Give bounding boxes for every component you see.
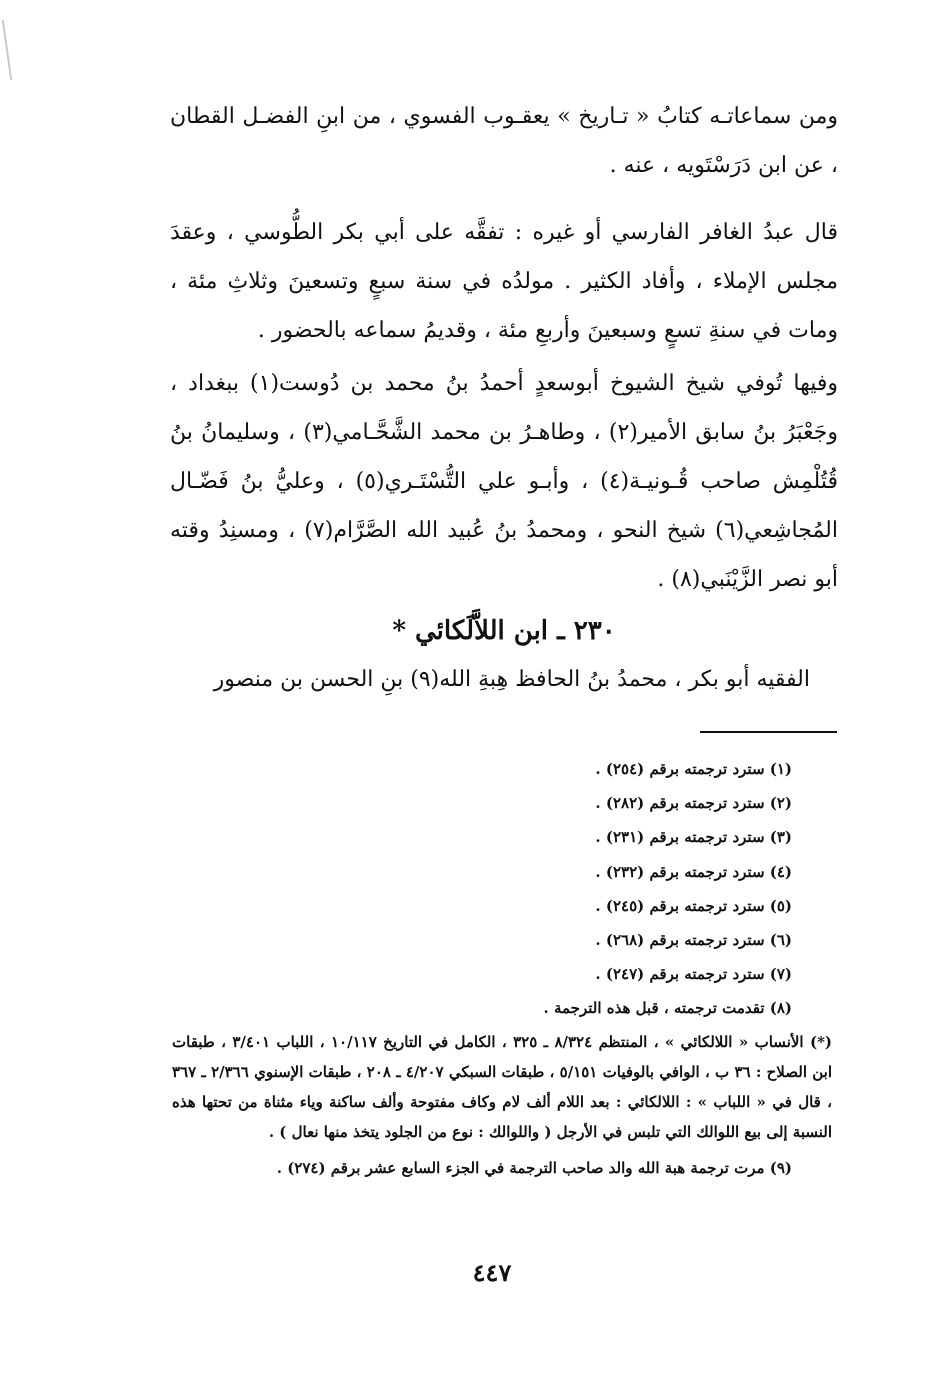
- paragraph-3: وفيها تُوفي شيخ الشيوخ أبوسعدٍ أحمدُ بنُ محمد بن دُوست(١) ببغداد ، وجَعْبَرُ بنُ سابق الأمير(٢) ، وطاهـرُ بن محمد الشَّحَّـامي(٣) ، وسليمانُ بنُ قُتُلْمِش صاحب قُـونيـة(٤) ، وأبـو علي التُّسْتَـري(٥) ، وعليُّ بنُ فَضّـال المُجاشِعي(٦) شيخ النحو ، ومحمدُ بنُ عُبيد الله الصَّرَّام(٧) ، ومسنِدُ وقته أبو نصر الزَّيْنَبي(٨) .: [170, 371, 839, 592]
- paragraph-1: ومن سماعاتـه كتابُ « تـاريخ » يعقـوب الفسوي ، من ابنِ الفضـل القطان ، عن ابن دَرَسْتَويه ، عنه .: [170, 104, 838, 178]
- footnote-7: (٧) سترد ترجمته برقم (٢٤٧) .: [595, 965, 792, 984]
- footnote-8: (٨) تقدمت ترجمته ، قبل هذه الترجمة .: [543, 999, 792, 1018]
- footnote-5: (٥) سترد ترجمته برقم (٢٤٥) .: [595, 896, 792, 915]
- footnote-9: (٩) مرت ترجمة هبة الله والد صاحب الترجمة في الجزء السابع عشر برقم (٢٧٤) .: [276, 1158, 792, 1177]
- entry-heading: ٢٣٠ ـ ابن اللاَّلَكائي *: [392, 616, 616, 646]
- main-text: [170, 92, 838, 604]
- paragraph-2: قال عبدُ الغافر الفارسي أو غيره : تفقَّه على أبي بكر الطُّوسي ، وعقدَ مجلس الإملاء ، وأفاد الكثير . مولدُه في سنة سبعٍ وتسعينَ وثلاثِ مئة ، ومات في سنةِ تسعٍ وسبعينَ وأربعِ مئة ، وقديمُ سماعه بالحضور .: [170, 220, 838, 343]
- footnotes: [172, 752, 833, 1185]
- footnote-3: (٣) سترد ترجمته برقم (٢٣١) .: [595, 828, 792, 847]
- footnote-separator: [700, 731, 837, 733]
- footnote-4: (٤) سترد ترجمته برقم (٢٣٢) .: [595, 862, 792, 881]
- footnote-2: (٢) سترد ترجمته برقم (٢٨٢) .: [595, 794, 792, 813]
- page-number: ٤٤٧: [472, 1258, 512, 1287]
- entry-first-line: الفقيه أبو بكر ، محمدُ بنُ الحافظ هِبةِ الله(٩) بنِ الحسن بن منصور: [213, 667, 810, 692]
- footnote-6: (٦) سترد ترجمته برقم (٢٦٨) .: [595, 931, 792, 950]
- scan-edge-mark: [2, 20, 12, 80]
- footnote-sources: (*) الأنساب « اللالكائي » ، المنتظم ٨/٣٢٤ ـ ٣٢٥ ، الكامل في التاريخ ١٠/١١٧ ، اللباب ٣/٤٠١ ، طبقات ابن الصلاح : ٣٦ ب ، الوافي بالوفيات ٥/١٥١ ، طبقات السبكي ٤/٢٠٧ ـ ٢٠٨ ، طبقات الإسنوي ٢/٣٦٦ ـ ٣٦٧ ، قال في « اللباب » : اللالكائي : بعد اللام ألف لام وكاف مفتوحة وألف ساكنة وياء مثناة من تحتها هذه النسبة إلى بيع اللوالك التي تلبس في الأرجل ( واللوالك : نوع من الجلود يتخذ منها نعال ) .: [172, 1032, 833, 1141]
- footnote-1: (١) سترد ترجمته برقم (٢٥٤) .: [595, 760, 792, 778]
